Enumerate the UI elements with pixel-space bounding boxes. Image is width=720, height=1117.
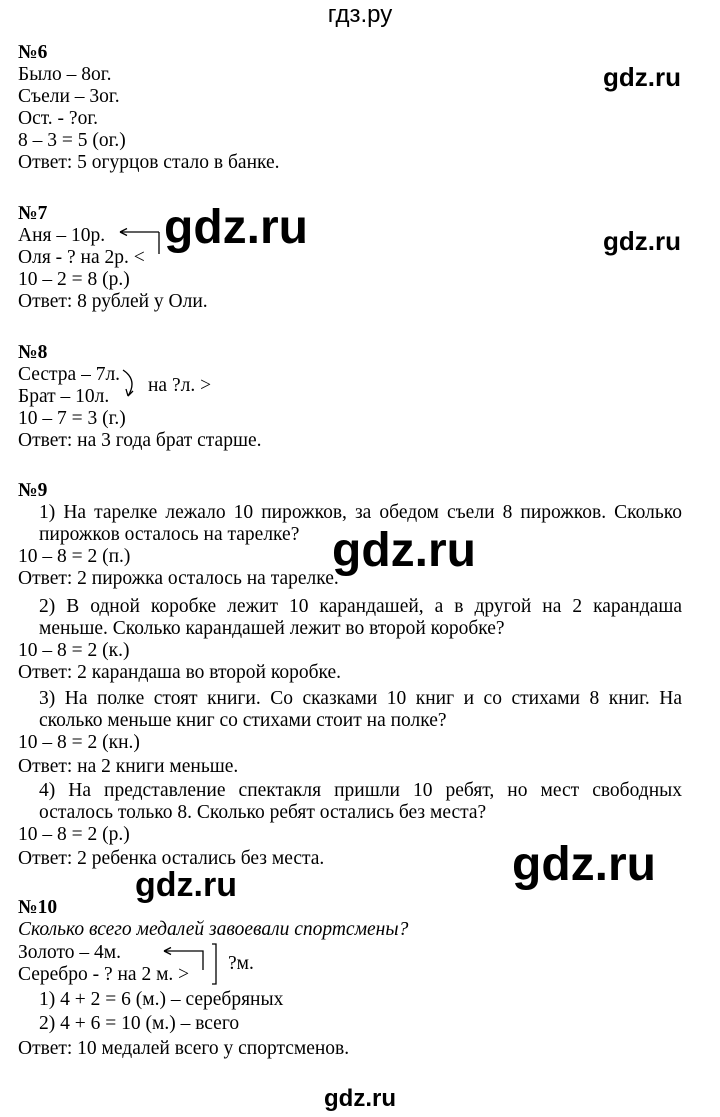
task-9-answer-2: Ответ: 2 карандаша во второй коробке. bbox=[18, 662, 342, 683]
site-header: гдз.ру bbox=[327, 1, 393, 28]
task-8-answer: Ответ: на 3 года брат старше. bbox=[18, 430, 262, 451]
watermark: gdz.ru bbox=[603, 226, 681, 256]
task-9-question-4: 4) На представление спектакля пришли 10 ребят, но мест свободных осталось только 8. Сколько ребят остались без места? bbox=[39, 780, 682, 823]
task-6-solution: 8 – 3 = 5 (ог.) bbox=[18, 130, 126, 151]
task-10-question: Сколько всего медалей завоевали спортсмены? bbox=[18, 919, 409, 940]
task-7-title: №7 bbox=[18, 203, 48, 224]
watermark: gdz.ru bbox=[332, 524, 476, 577]
task-10-brace bbox=[212, 944, 216, 984]
task-8-line: Брат – 10л. bbox=[18, 386, 110, 407]
task-9-solution-2: 10 – 8 = 2 (к.) bbox=[18, 640, 130, 661]
task-8-line: Сестра – 7л. bbox=[18, 364, 121, 385]
task-9-answer-1: Ответ: 2 пирожка осталось на тарелке. bbox=[18, 568, 339, 589]
task-9-title: №9 bbox=[18, 480, 48, 501]
watermark: gdz.ru bbox=[135, 866, 237, 904]
task-9-solution-3: 10 – 8 = 2 (кн.) bbox=[18, 732, 140, 753]
task-7-solution: 10 – 2 = 8 (р.) bbox=[18, 269, 130, 290]
task-9-solution-1: 10 – 8 = 2 (п.) bbox=[18, 546, 131, 567]
task-10-step-1: 1) 4 + 2 = 6 (м.) – серебряных bbox=[39, 989, 284, 1010]
task-6-answer: Ответ: 5 огурцов стало в банке. bbox=[18, 152, 280, 173]
site-footer: gdz.ru bbox=[324, 1085, 396, 1112]
task-6-title: №6 bbox=[18, 42, 48, 63]
task-9-question-1: 1) На тарелке лежало 10 пирожков, за обедом съели 8 пирожков. Сколько пирожков осталось на тарелке? bbox=[39, 502, 682, 545]
task-8-solution: 10 – 7 = 3 (г.) bbox=[18, 408, 126, 429]
task-9-solution-4: 10 – 8 = 2 (р.) bbox=[18, 824, 130, 845]
watermark: gdz.ru bbox=[603, 62, 681, 92]
task-6-line: Съели – 3ог. bbox=[18, 86, 120, 107]
watermark: gdz.ru bbox=[512, 838, 656, 891]
task-9-question-2: 2) В одной коробке лежит 10 карандашей, а в другой на 2 карандаша меньше. Сколько карандашей лежит во второй коробке? bbox=[39, 596, 682, 639]
task-9-question-3: 3) На полке стоят книги. Со сказками 10 книг и со стихами 8 книг. На сколько меньше книг со стихами стоит на полке? bbox=[39, 688, 682, 731]
task-7-answer: Ответ: 8 рублей у Оли. bbox=[18, 291, 208, 312]
task-8-comparison: на ?л. > bbox=[148, 375, 212, 396]
task-9-answer-4: Ответ: 2 ребенка остались без места. bbox=[18, 848, 325, 869]
task-10-line: Серебро - ? на 2 м. > bbox=[18, 964, 190, 985]
task-10-step-2: 2) 4 + 6 = 10 (м.) – всего bbox=[39, 1013, 240, 1034]
task-6-line: Было – 8ог. bbox=[18, 64, 112, 85]
watermark: gdz.ru bbox=[164, 201, 308, 254]
task-7-line: Аня – 10р. bbox=[18, 225, 106, 246]
task-10-answer: Ответ: 10 медалей всего у спортсменов. bbox=[18, 1038, 350, 1059]
task-6-line: Ост. - ?ог. bbox=[18, 108, 98, 129]
task-10-line: Золото – 4м. bbox=[18, 942, 121, 963]
task-7-line: Оля - ? на 2р. < bbox=[18, 247, 145, 268]
task-10-title: №10 bbox=[18, 897, 58, 918]
task-10-total: ?м. bbox=[228, 953, 254, 974]
task-8-title: №8 bbox=[18, 342, 48, 363]
task-9-answer-3: Ответ: на 2 книги меньше. bbox=[18, 756, 239, 777]
